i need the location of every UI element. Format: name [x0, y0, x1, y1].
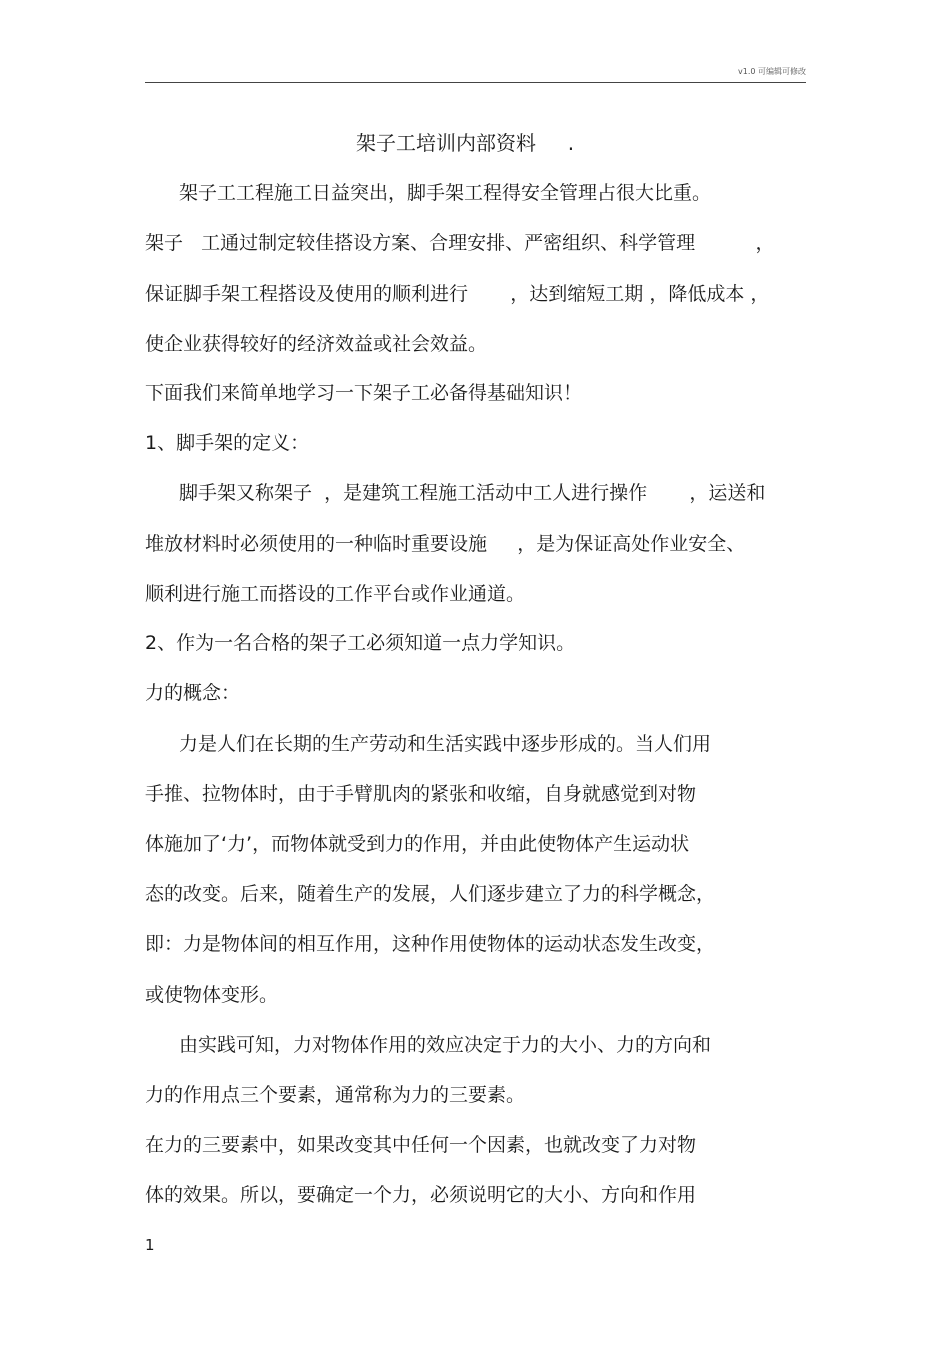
paragraph-line: 手推、拉物体时，由于手臂肌肉的紧张和收缩，自身就感觉到对物	[145, 783, 697, 805]
paragraph-line: 顺利进行施工而搭设的工作平台或作业通道。	[145, 583, 526, 605]
paragraph-line: 脚手架又称架子 ，是建筑工程施工活动中工人进行操作 ，运送和	[179, 482, 766, 504]
paragraph-line: 体施加了‘力’，而物体就受到力的作用，并由此使物体产生运动状	[145, 833, 690, 855]
header-divider	[145, 82, 806, 83]
paragraph-line: 体的效果。所以，要确定一个力，必须说明它的大小、方向和作用	[145, 1184, 697, 1206]
paragraph-line: 在力的三要素中，如果改变其中任何一个因素，也就改变了力对物	[145, 1134, 697, 1156]
paragraph-line: 力的作用点三个要素，通常称为力的三要素。	[145, 1084, 526, 1106]
paragraph-line: 或使物体变形。	[145, 984, 279, 1006]
paragraph-line: 使企业获得较好的经济效益或社会效益。	[145, 333, 488, 355]
paragraph-line: 下面我们来简单地学习一下架子工必备得基础知识！	[145, 382, 583, 404]
paragraph-line: 由实践可知，力对物体作用的效应决定于力的大小、力的方向和	[179, 1034, 712, 1056]
section-heading: 2、作为一名合格的架子工必须知道一点力学知识。	[145, 632, 576, 654]
paragraph-line: 力是人们在长期的生产劳动和生活实践中逐步形成的。当人们用	[179, 733, 712, 755]
paragraph-line: 堆放材料时必须使用的一种临时重要设施 ，是为保证高处作业安全、	[145, 533, 746, 555]
paragraph-line: 保证脚手架工程搭设及使用的顺利进行 ，达到缩短工期 ，降低成本 ，	[145, 283, 770, 305]
header-version-tag: v1.0 可编辑可修改	[738, 67, 806, 76]
paragraph-line: 架子 工通过制定较佳搭设方案、合理安排、严密组织、科学管理 ，	[145, 232, 775, 254]
paragraph-line: 架子工工程施工日益突出，脚手架工程得安全管理占很大比重。	[179, 182, 712, 204]
subsection-heading: 力的概念：	[145, 682, 241, 704]
paragraph-line: 即：力是物体间的相互作用，这种作用使物体的运动状态发生改变，	[145, 933, 716, 955]
page-number: 1	[145, 1236, 155, 1254]
paragraph-line: 态的改变。后来，随着生产的发展，人们逐步建立了力的科学概念，	[145, 883, 716, 905]
document-title: 架子工培训内部资料 .	[356, 131, 575, 155]
section-heading: 1、脚手架的定义：	[145, 432, 310, 454]
